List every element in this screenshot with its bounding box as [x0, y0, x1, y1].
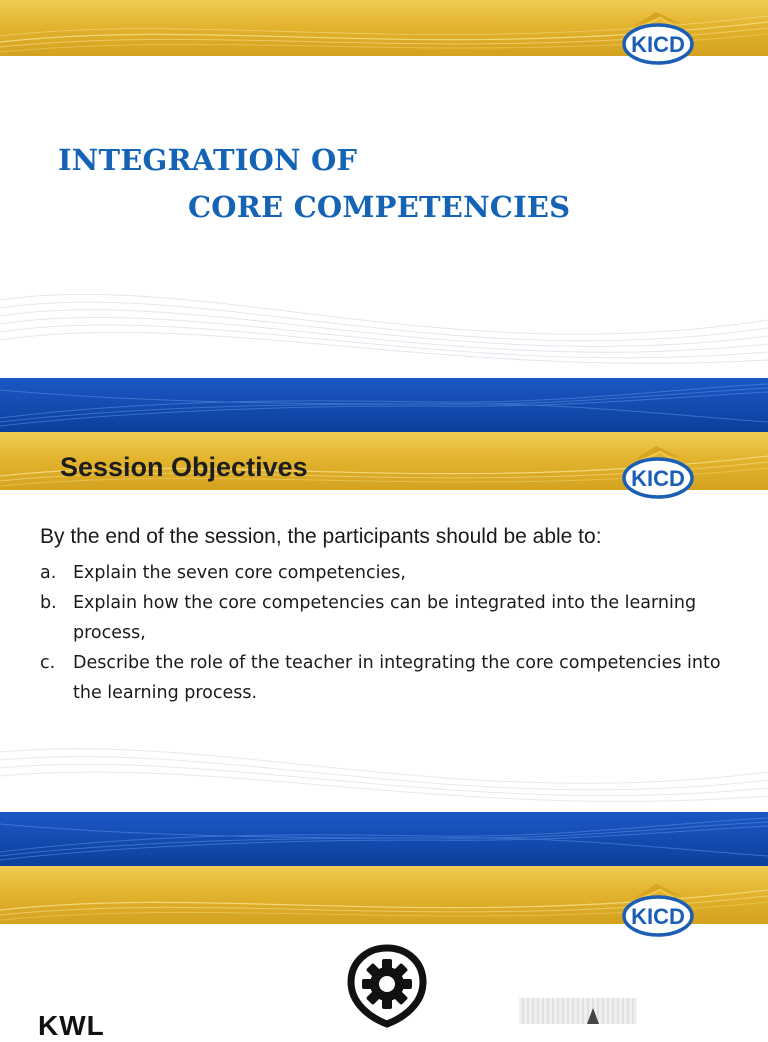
- objective-text: Explain the seven core competencies,: [73, 563, 406, 583]
- objective-marker: a.: [40, 563, 57, 583]
- slide-kwl: [0, 866, 768, 1041]
- objective-text: Describe the role of the teacher in integrating the core competencies into the learning process.: [73, 653, 721, 703]
- thumbnail-graphic: [587, 1008, 599, 1024]
- blue-footer-band: [0, 812, 768, 866]
- title-line-1: INTEGRATION OF: [58, 143, 358, 177]
- objective-item: [40, 648, 740, 708]
- slide-session-objectives: [0, 432, 768, 866]
- gear-icon: [345, 942, 429, 1024]
- band-swoosh-decoration: [0, 378, 768, 432]
- slide-heading: Session Objectives: [60, 452, 308, 482]
- objective-item: [40, 558, 740, 588]
- kicd-logo-text: KICD: [631, 32, 685, 57]
- title-line-2: CORE COMPETENCIES: [188, 190, 571, 224]
- objective-marker: b.: [40, 593, 57, 613]
- slide-title: [0, 0, 768, 432]
- objective-marker: c.: [40, 653, 56, 673]
- kicd-logo: [620, 6, 696, 66]
- kicd-logo-text: KICD: [631, 904, 685, 929]
- intro-text: By the end of the session, the participants should be able to:: [40, 525, 602, 548]
- kicd-logo: [620, 440, 696, 500]
- image-thumbnail: [519, 998, 637, 1024]
- blue-footer-band: [0, 378, 768, 432]
- band-swoosh-decoration: [0, 812, 768, 866]
- objective-item: [40, 588, 740, 648]
- wave-decoration: [0, 732, 768, 822]
- kicd-logo-text: KICD: [631, 466, 685, 491]
- objectives-list: [40, 558, 740, 708]
- kicd-logo: [620, 878, 696, 938]
- objective-text: Explain how the core competencies can be integrated into the learning process,: [73, 593, 697, 643]
- kwl-heading: KWL: [38, 1010, 105, 1041]
- wave-decoration: [0, 260, 768, 380]
